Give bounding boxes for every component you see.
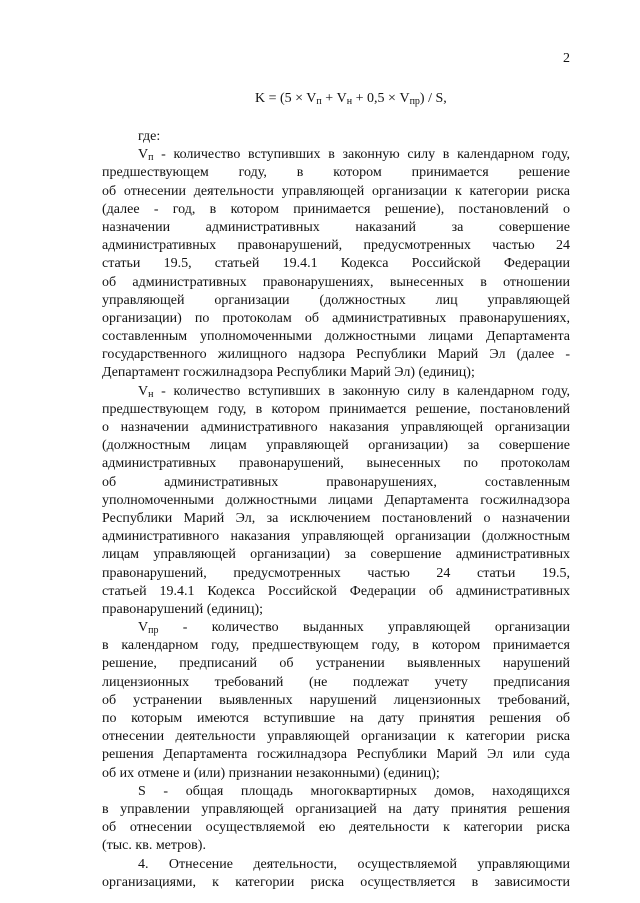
definition-vpr-line: [102, 619, 570, 637]
text-line: административных правонарушений, предусмотренных частью 24: [102, 238, 570, 254]
vpr-letter: V: [138, 620, 149, 636]
text-line: лицензионных требований (не подлежат учету предписания: [102, 674, 570, 690]
text-line: Департамент госжилнадзора Республики Марий Эл) (единиц);: [102, 365, 475, 381]
where-label: где:: [138, 129, 161, 144]
page-number: 2: [563, 51, 570, 66]
section-4-line: 4. Отнесение деятельности, осуществляемой управляющими: [138, 856, 570, 872]
text-line: составленным уполномоченными должностными лицами Департамента: [102, 329, 570, 345]
text-line: административного наказания управляющей организации (должностным: [102, 529, 570, 545]
formula-sub-vpr: пр: [409, 96, 420, 107]
text-line: об административных правонарушениях, вынесенных в отношении: [102, 274, 570, 290]
text-line: (тыс. кв. метров).: [102, 838, 206, 854]
text-line: по которым имеются вступившие на дату принятия решения об: [102, 711, 570, 726]
text-line: государственного жилищного надзора Республики Марий Эл (далее -: [102, 347, 570, 363]
text-line: управляющей организации (должностных лиц управляющей: [102, 292, 570, 308]
text-line: в управлении управляющей организацией на дату принятия решения: [102, 801, 570, 817]
text-line: предшествующем году, в котором принимается решение: [102, 165, 570, 181]
vn-definition-start: - количество вступивших в законную силу в календарном году,: [153, 383, 570, 399]
formula-sub-vn: н: [346, 96, 353, 107]
formula-tail: ) / S,: [419, 91, 447, 106]
definition-vn-line: [102, 383, 570, 401]
text-line: об отнесении осуществляемой ею деятельности к категории риска: [102, 820, 570, 836]
text-line: (далее - год, в котором принимается решение), постановлений о: [102, 201, 570, 217]
text-line: (должностным лицам управляющей организации) за совершение: [102, 438, 570, 454]
text-line: статьей 19.4.1 Кодекса Российской Федерации об административных: [102, 583, 570, 599]
text-line: решения Департамента госжилнадзора Республики Марий Эл или суда: [102, 747, 570, 763]
vpr-subscript: пр: [148, 625, 159, 637]
formula-sub-vp: п: [316, 96, 322, 107]
definition-s-line: S - общая площадь многоквартирных домов, находящихся: [138, 783, 570, 799]
formula-mid-2: + 0,5 × V: [352, 91, 410, 106]
formula-lead: K = (5 × V: [255, 91, 317, 106]
text-line: назначении административных наказаний за совершение: [102, 219, 570, 235]
text-line: правонарушений, предусмотренных частью 24 статьи 19.5,: [102, 565, 570, 581]
text-line: Республики Марий Эл, за исключением постановлений о назначении: [102, 510, 570, 526]
text-line: организации) по протоколам об административных правонарушениях,: [102, 310, 570, 326]
text-line: об их отмене и (или) признании незаконными) (единиц);: [102, 765, 440, 781]
text-line: статьи 19.5, статьей 19.4.1 Кодекса Российской Федерации: [102, 256, 570, 272]
vn-letter: V: [138, 383, 149, 399]
vp-definition-start: - количество вступивших в законную силу в календарном году,: [153, 147, 570, 163]
text-line: решение, предписаний об устранении выявленных нарушений: [102, 656, 570, 672]
text-line: об административных правонарушениях, составленным: [102, 474, 570, 490]
text-line: правонарушений (единиц);: [102, 601, 264, 617]
text-line: административных правонарушений, вынесенных по протоколам: [102, 456, 570, 472]
text-line: отнесении деятельности управляющей организации к категории риска: [102, 729, 570, 745]
text-line: организациями, к категории риска осуществляется в зависимости: [102, 874, 570, 890]
text-line: о назначении административного наказания управляющей организации: [102, 420, 570, 435]
text-line: об отнесении деятельности управляющей организации к категории риска: [102, 183, 570, 199]
risk-formula: [255, 90, 447, 108]
vp-letter: V: [138, 147, 149, 163]
text-line: лицам управляющей организации) за совершение административных: [102, 547, 570, 563]
text-line: уполномоченными должностными лицами Департамента госжилнадзора: [102, 492, 570, 508]
document-body: [102, 128, 570, 892]
definition-vp-line: [102, 146, 570, 164]
text-line: предшествующем году, в котором принимается решение, постановлений: [102, 401, 570, 417]
vp-subscript: п: [148, 152, 154, 164]
text-line: в календарном году, предшествующем году, в котором принимается: [102, 638, 570, 654]
text-line: об устранении выявленных нарушений лицензионных требований,: [102, 692, 570, 708]
vpr-definition-start: - количество выданных управляющей организации: [158, 620, 570, 636]
formula-mid-1: + V: [321, 91, 347, 106]
vn-subscript: н: [148, 388, 154, 400]
